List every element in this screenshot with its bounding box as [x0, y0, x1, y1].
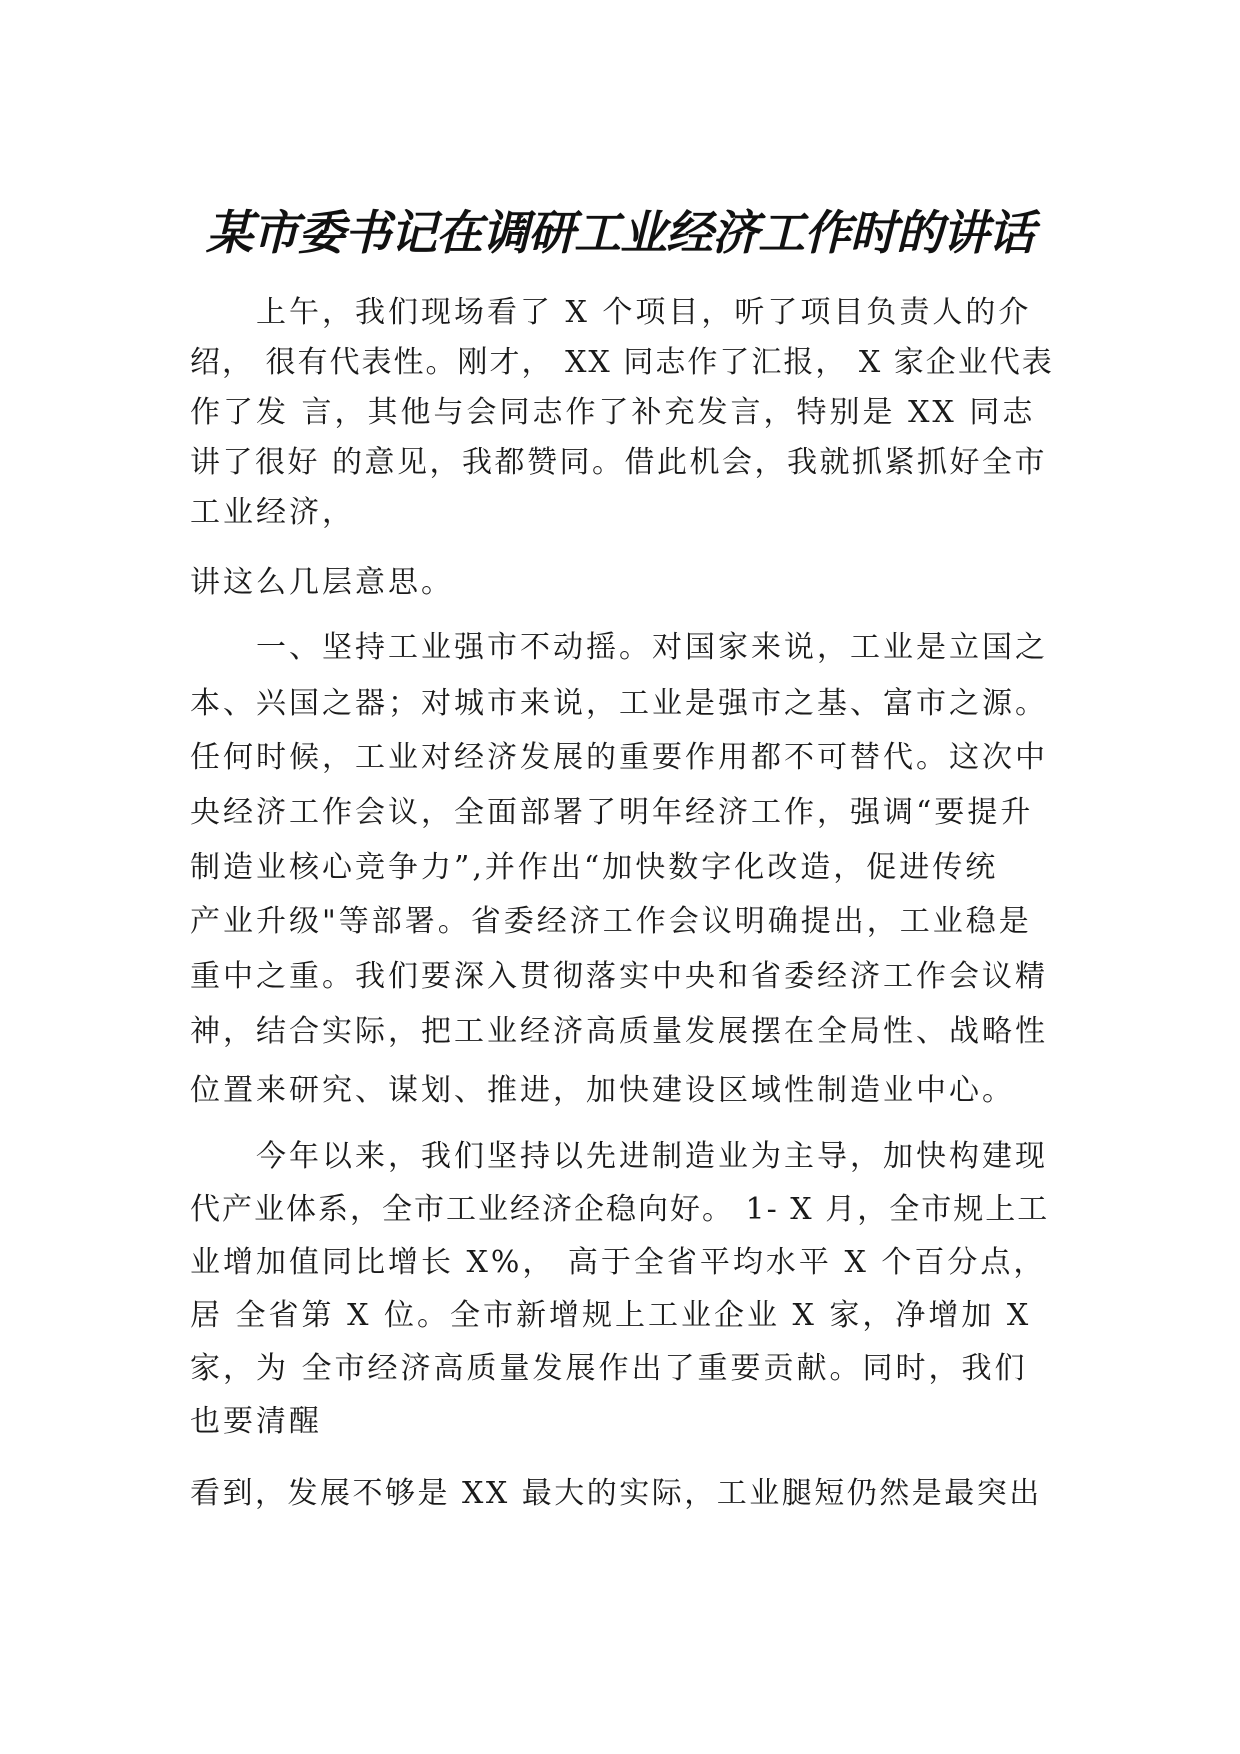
text-line-8: 本、兴国之器；对城市来说，工业是强市之基、富市之源。: [190, 686, 1048, 721]
text-line-17: 代产业体系，全市工业经济企稳向好。 1- X 月，全市规上工: [190, 1192, 1050, 1227]
text-line-11: 制造业核心竞争力”,并作出“加快数字化改造，促进传统: [190, 850, 999, 885]
text-line-13: 重中之重。我们要深入贯彻落实中央和省委经济工作会议精: [190, 959, 1048, 994]
text-line-21: 也要清醒: [190, 1404, 322, 1439]
text-line-22: 看到，发展不够是 XX 最大的实际，工业腿短仍然是最突出: [190, 1476, 1042, 1511]
text-line-16: 今年以来，我们坚持以先进制造业为主导，加快构建现: [256, 1139, 1048, 1174]
text-line-14: 神，结合实际，把工业经济高质量发展摆在全局性、战略性: [190, 1014, 1048, 1049]
text-line-4: 讲了很好 的意见，我都赞同。借此机会，我就抓紧抓好全市: [190, 445, 1048, 480]
text-line-1: 上午，我们现场看了 X 个项目，听了项目负责人的介: [256, 295, 1032, 330]
text-line-3: 作了发 言，其他与会同志作了补充发言，特别是 XX 同志: [190, 395, 1036, 430]
text-line-6: 讲这么几层意思。: [190, 565, 454, 600]
text-line-20: 家，为 全市经济高质量发展作出了重要贡献。同时，我们: [190, 1351, 1028, 1386]
document-title: 某市委书记在调研工业经济工作时的讲话: [206, 206, 1034, 261]
text-line-5: 工业经济，: [190, 495, 355, 530]
text-line-7: 一、坚持工业强市不动摇。对国家来说，工业是立国之: [256, 630, 1048, 665]
text-line-2: 绍， 很有代表性。刚才， XX 同志作了汇报， X 家企业代表: [190, 345, 1054, 380]
text-line-12: 产业升级"等部署。省委经济工作会议明确提出，工业稳是: [190, 904, 1032, 939]
text-line-9: 任何时候，工业对经济发展的重要作用都不可替代。这次中: [190, 740, 1048, 775]
text-line-19: 居 全省第 X 位。全市新增规上工业企业 X 家，净增加 X: [190, 1298, 1032, 1333]
text-line-10: 央经济工作会议，全面部署了明年经济工作，强调“要提升: [190, 795, 1034, 830]
text-line-18: 业增加值同比增长 X%， 高于全省平均水平 X 个百分点，: [190, 1245, 1047, 1280]
text-line-15: 位置来研究、谋划、推进，加快建设区域性制造业中心。: [190, 1073, 1015, 1108]
